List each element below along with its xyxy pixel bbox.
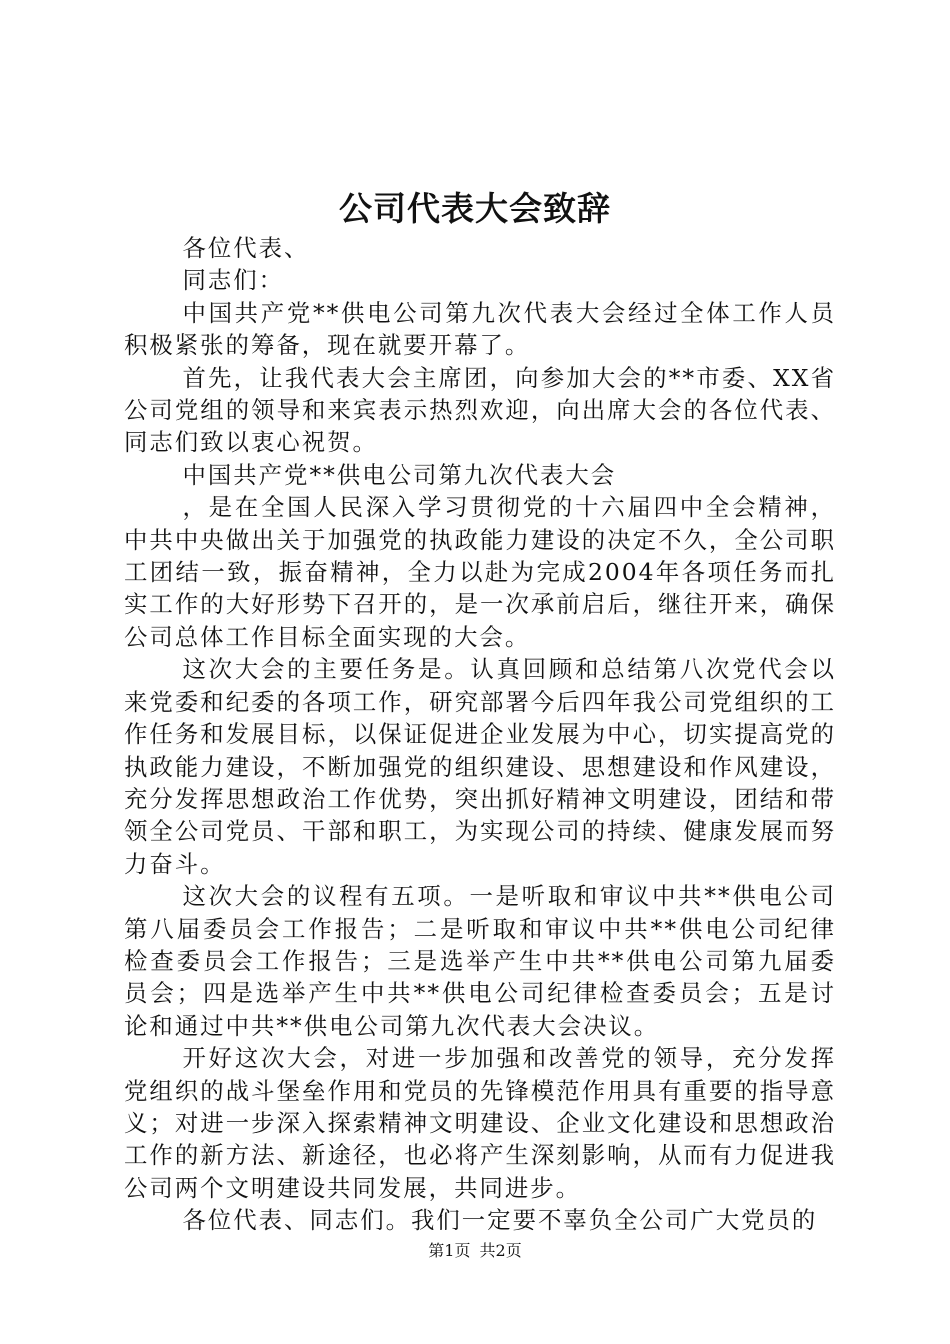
document-body — [124, 232, 836, 1237]
paragraph-closing-start: 各位代表、同志们。我们一定要不辜负全公司广大党员的 — [182, 1206, 818, 1235]
paragraph-congress-name: 中国共产党**供电公司第九次代表大会 — [182, 460, 617, 489]
paragraph-agenda: 这次大会的议程有五项。一是听取和审议中共**供电公司第八届委员会工作报告；二是听取和审议中共**供电公司纪律检查委员会工作报告；三是选举产生中共**供电公司第九届委员会；四是选举产生中共**供电公司纪律检查委员会；五是讨论和通过中共**供电公司第九次代表大会决议。 — [124, 882, 836, 1040]
paragraph-salutation-1: 各位代表、 — [182, 234, 310, 262]
page-number-total: 共2页 — [479, 1241, 522, 1260]
paragraph-welcome: 首先，让我代表大会主席团，向参加大会的**市委、XX省公司党组的领导和来宾表示热烈欢迎，向出席大会的各位代表、同志们致以衷心祝贺。 — [124, 363, 836, 457]
document-title: 公司代表大会致辞 — [339, 189, 611, 228]
paragraph-opening: 中国共产党**供电公司第九次代表大会经过全体工作人员积极紧张的筹备，现在就要开幕了。 — [124, 298, 836, 360]
paragraph-significance: 开好这次大会，对进一步加强和改善党的领导，充分发挥党组织的战斗堡垒作用和党员的先锋模范作用具有重要的指导意义；对进一步深入探索精神文明建设、企业文化建设和思想政治工作的新方法、新途径，也必将产生深刻影响，从而有力促进我公司两个文明建设共同发展，共同进步。 — [124, 1044, 836, 1202]
paragraph-salutation-2: 同志们： — [182, 266, 285, 295]
page-footer — [0, 1240, 950, 1262]
paragraph-main-tasks: 这次大会的主要任务是。认真回顾和总结第八次党代会以来党委和纪委的各项工作，研究部署今后四年我公司党组织的工作任务和发展目标，以保证促进企业发展为中心，切实提高党的执政能力建设，不断加强党的组织建设、思想建设和作风建设，充分发挥思想政治工作优势，突出抓好精神文明建设，团结和带领全公司党员、干部和职工，为实现公司的持续、健康发展而努力奋斗。 — [124, 655, 836, 878]
page-number-current: 第1页 — [428, 1241, 471, 1260]
paragraph-context: ，是在全国人民深入学习贯彻党的十六届四中全会精神，中共中央做出关于加强党的执政能力建设的决定不久，全公司职工团结一致，振奋精神，全力以赴为完成2004年各项任务而扎实工作的大好形势下召开的，是一次承前启后，继往开来，确保公司总体工作目标全面实现的大会。 — [124, 493, 836, 651]
